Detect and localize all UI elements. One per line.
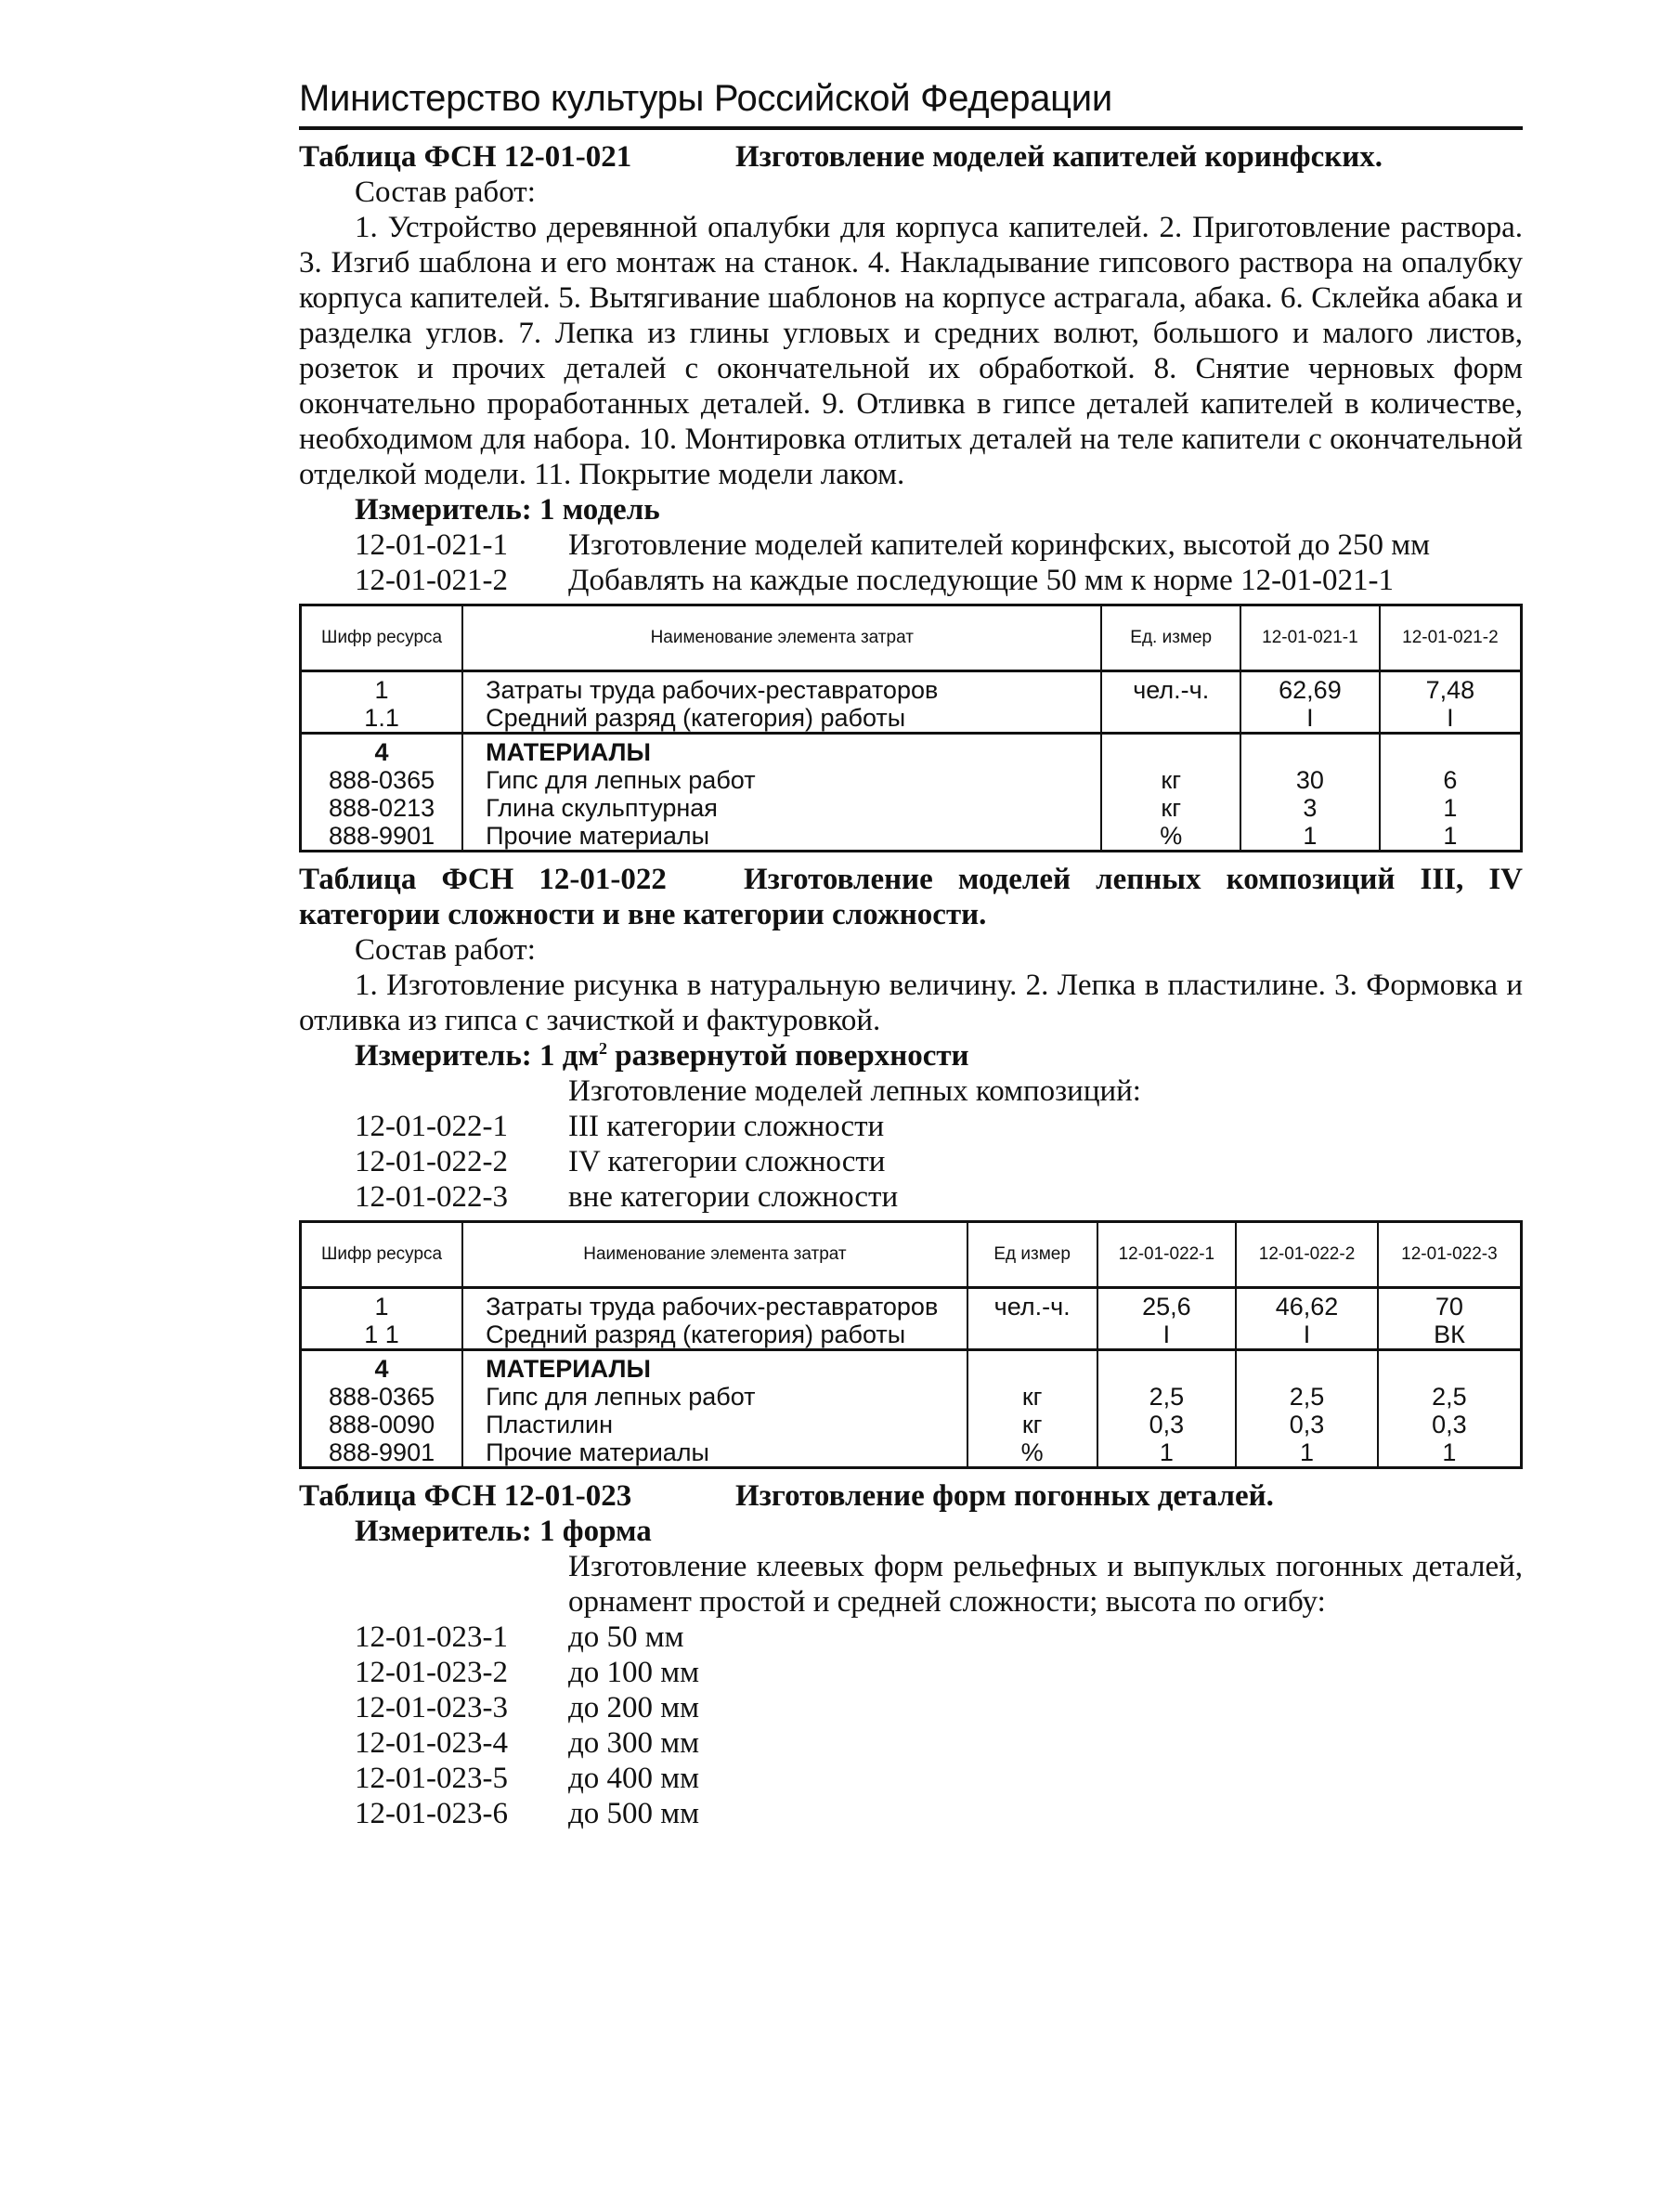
norm-description: до 50 мм	[568, 1620, 684, 1654]
norm-description: до 500 мм	[568, 1797, 700, 1830]
value-cell: 62,69	[1240, 671, 1380, 705]
resource-code: 888-9901	[301, 822, 463, 852]
work-composition-text: 1. Изготовление рисунка в натуральную величину. 2. Лепка в пластилине. 3. Формовка и отливка из гипса с зачисткой и фактуровкой.	[299, 969, 1523, 1037]
unit	[967, 1350, 1097, 1384]
norm-description: IV категории сложности	[568, 1145, 886, 1178]
norm-code: 12-01-023-4	[355, 1726, 508, 1760]
norm-description: до 100 мм	[568, 1656, 700, 1689]
table-row	[301, 766, 1522, 794]
unit: кг	[1101, 766, 1240, 794]
norm-row	[299, 1690, 1523, 1725]
table-caption: Изготовление моделей лепных композиций III, IV категории сложности и вне категории сложности.	[299, 863, 1524, 931]
document-page	[299, 74, 1523, 1831]
value-cell: 1	[1380, 822, 1522, 852]
table-row	[301, 1383, 1522, 1411]
norm-description: до 300 мм	[568, 1726, 700, 1760]
work-composition-label: Состав работ:	[355, 176, 536, 209]
meter-superscript: 2	[598, 1039, 607, 1058]
column-header: Шифр ресурса	[301, 1222, 463, 1288]
value-cell: 1	[1240, 822, 1380, 852]
cost-element-name: Прочие материалы	[462, 822, 1101, 852]
value-cell: 2,5	[1378, 1383, 1522, 1411]
resource-code: 888-0365	[301, 1383, 463, 1411]
column-header: Наименование элемента затрат	[462, 605, 1101, 671]
norm-description: до 400 мм	[568, 1762, 700, 1795]
value-cell	[1378, 1350, 1522, 1384]
column-header: 12-01-021-2	[1380, 605, 1522, 671]
value-cell: 7,48	[1380, 671, 1522, 705]
page-header: Министерство культуры Российской Федерации	[299, 74, 1523, 130]
norm-description: до 200 мм	[568, 1691, 700, 1724]
cost-element-name: Затраты труда рабочих-реставраторов	[462, 1288, 967, 1321]
norm-code: 12-01-022-2	[355, 1145, 508, 1178]
section-fsn-12-01-022	[299, 862, 1523, 1469]
resource-table	[299, 1220, 1523, 1469]
column-header: 12-01-022-3	[1378, 1222, 1522, 1288]
unit: кг	[1101, 794, 1240, 822]
resource-code: 1	[301, 671, 463, 705]
meter-label	[299, 1038, 1523, 1073]
norm-row	[299, 527, 1523, 563]
norm-row	[299, 1655, 1523, 1690]
table-row	[301, 1288, 1522, 1321]
table-row	[301, 822, 1522, 852]
table-caption: Изготовление форм погонных деталей.	[735, 1479, 1274, 1513]
resource-table	[299, 604, 1523, 852]
resource-code: 1	[301, 1288, 463, 1321]
value-cell: 30	[1240, 766, 1380, 794]
resource-code: 1 1	[301, 1321, 463, 1350]
unit	[967, 1321, 1097, 1350]
section-fsn-12-01-023	[299, 1478, 1523, 1831]
norm-code: 12-01-022-1	[355, 1110, 508, 1143]
value-cell	[1380, 734, 1522, 767]
column-header: 12-01-021-1	[1240, 605, 1380, 671]
norm-row	[299, 1725, 1523, 1761]
resource-code: 888-0213	[301, 794, 463, 822]
norm-row	[299, 563, 1523, 598]
value-cell	[1240, 734, 1380, 767]
cost-element-name: МАТЕРИАЛЫ	[462, 734, 1101, 767]
value-cell: 0,3	[1236, 1411, 1378, 1438]
unit: чел.-ч.	[1101, 671, 1240, 705]
value-cell: 2,5	[1097, 1383, 1237, 1411]
table-header-row	[301, 605, 1522, 671]
unit: %	[1101, 822, 1240, 852]
table-title	[299, 862, 1523, 932]
resource-code: 888-0090	[301, 1411, 463, 1438]
norm-row	[299, 1620, 1523, 1655]
table-row	[301, 1321, 1522, 1350]
value-cell: I	[1380, 704, 1522, 734]
column-header: 12-01-022-1	[1097, 1222, 1237, 1288]
cost-element-name: МАТЕРИАЛЫ	[462, 1350, 967, 1384]
column-header: Ед. измер	[1101, 605, 1240, 671]
norm-description: Добавлять на каждые последующие 50 мм к норме 12-01-021-1	[568, 564, 1395, 597]
cost-element-name: Гипс для лепных работ	[462, 1383, 967, 1411]
cost-element-name: Средний разряд (категория) работы	[462, 1321, 967, 1350]
value-cell: 25,6	[1097, 1288, 1237, 1321]
resource-code: 888-9901	[301, 1438, 463, 1468]
norms-intro: Изготовление клеевых форм рельефных и выпуклых погонных деталей, орнамент простой и средней сложности; высота по огибу:	[568, 1550, 1523, 1619]
norm-description: Изготовление моделей капителей коринфских, высотой до 250 мм	[568, 528, 1430, 562]
norm-code: 12-01-023-5	[355, 1762, 508, 1795]
value-cell: 1	[1236, 1438, 1378, 1468]
value-cell: 70	[1378, 1288, 1522, 1321]
norm-code: 12-01-023-3	[355, 1691, 508, 1724]
cost-element-name: Глина скульптурная	[462, 794, 1101, 822]
section-fsn-12-01-021	[299, 139, 1523, 852]
table-code: Таблица ФСН 12-01-023	[299, 1479, 632, 1513]
meter-label: Измеритель: 1 форма	[355, 1515, 652, 1548]
value-cell: 0,3	[1378, 1411, 1522, 1438]
table-row	[301, 734, 1522, 767]
table-row	[301, 1350, 1522, 1384]
norm-code: 12-01-023-2	[355, 1656, 508, 1689]
unit	[1101, 734, 1240, 767]
cost-element-name: Затраты труда рабочих-реставраторов	[462, 671, 1101, 705]
norm-description: вне категории сложности	[568, 1180, 899, 1214]
resource-code: 888-0365	[301, 766, 463, 794]
norm-code: 12-01-021-2	[355, 564, 508, 597]
value-cell: 0,3	[1097, 1411, 1237, 1438]
resource-code: 4	[301, 1350, 463, 1384]
value-cell: 2,5	[1236, 1383, 1378, 1411]
norms-list	[299, 1620, 1523, 1831]
column-header: Ед измер	[967, 1222, 1097, 1288]
resource-code: 4	[301, 734, 463, 767]
table-code: Таблица ФСН 12-01-022	[299, 863, 667, 896]
value-cell: 1	[1097, 1438, 1237, 1468]
unit	[1101, 704, 1240, 734]
table-row	[301, 704, 1522, 734]
table-row	[301, 794, 1522, 822]
value-cell: ВК	[1378, 1321, 1522, 1350]
norms-intro: Изготовление моделей лепных композиций:	[568, 1074, 1141, 1108]
unit: кг	[967, 1383, 1097, 1411]
value-cell: 3	[1240, 794, 1380, 822]
column-header: 12-01-022-2	[1236, 1222, 1378, 1288]
work-composition-text: 1. Устройство деревянной опалубки для корпуса капителей. 2. Приготовление раствора. 3. Изгиб шаблона и его монтаж на станок. 4. Накладывание гипсового раствора на опалубку корпуса капителей. 5. Вытягивание шаблонов на корпусе астрагала, абака. 6. Склейка абака и разделка углов. 7. Лепка из глины угловых и средних волют, большого и малого листов, розеток и прочих деталей с окончательной их обработкой. 8. Снятие черновых форм окончательно проработанных деталей. 9. Отливка в гипсе деталей капителей в количестве, необходимом для набора. 10. Монтировка отлитых деталей на теле капители с окончательной отделкой модели. 11. Покрытие модели лаком.	[299, 211, 1523, 491]
cost-element-name: Пластилин	[462, 1411, 967, 1438]
column-header: Шифр ресурса	[301, 605, 463, 671]
norm-code: 12-01-022-3	[355, 1180, 508, 1214]
cost-element-name: Средний разряд (категория) работы	[462, 704, 1101, 734]
norm-row	[299, 1144, 1523, 1179]
unit: чел.-ч.	[967, 1288, 1097, 1321]
table-title	[299, 1478, 1523, 1514]
meter-text-tail: развернутой поверхности	[606, 1039, 969, 1073]
table-header-row	[301, 1222, 1522, 1288]
value-cell: I	[1097, 1321, 1237, 1350]
norm-row	[299, 1179, 1523, 1215]
norm-row	[299, 1796, 1523, 1831]
cost-element-name: Прочие материалы	[462, 1438, 967, 1468]
unit: %	[967, 1438, 1097, 1468]
resource-code: 1.1	[301, 704, 463, 734]
value-cell	[1097, 1350, 1237, 1384]
value-cell: 1	[1380, 794, 1522, 822]
table-row	[301, 1438, 1522, 1468]
value-cell: 6	[1380, 766, 1522, 794]
unit: кг	[967, 1411, 1097, 1438]
table-title	[299, 139, 1523, 175]
cost-element-name: Гипс для лепных работ	[462, 766, 1101, 794]
value-cell: I	[1240, 704, 1380, 734]
table-code: Таблица ФСН 12-01-021	[299, 140, 632, 174]
column-header: Наименование элемента затрат	[462, 1222, 967, 1288]
table-row	[301, 1411, 1522, 1438]
norm-code: 12-01-023-1	[355, 1620, 508, 1654]
norm-code: 12-01-021-1	[355, 528, 508, 562]
table-caption: Изготовление моделей капителей коринфских.	[735, 140, 1383, 174]
table-row	[301, 671, 1522, 705]
norm-code: 12-01-023-6	[355, 1797, 508, 1830]
meter-text: Измеритель: 1 дм	[355, 1039, 599, 1073]
norm-row	[299, 1761, 1523, 1796]
meter-label: Измеритель: 1 модель	[355, 493, 660, 527]
norm-row	[299, 1109, 1523, 1144]
work-composition-label: Состав работ:	[355, 933, 536, 967]
value-cell: 1	[1378, 1438, 1522, 1468]
value-cell: I	[1236, 1321, 1378, 1350]
norms-list	[299, 527, 1523, 598]
norms-list	[299, 1109, 1523, 1215]
norm-description: III категории сложности	[568, 1110, 885, 1143]
value-cell	[1236, 1350, 1378, 1384]
value-cell: 46,62	[1236, 1288, 1378, 1321]
